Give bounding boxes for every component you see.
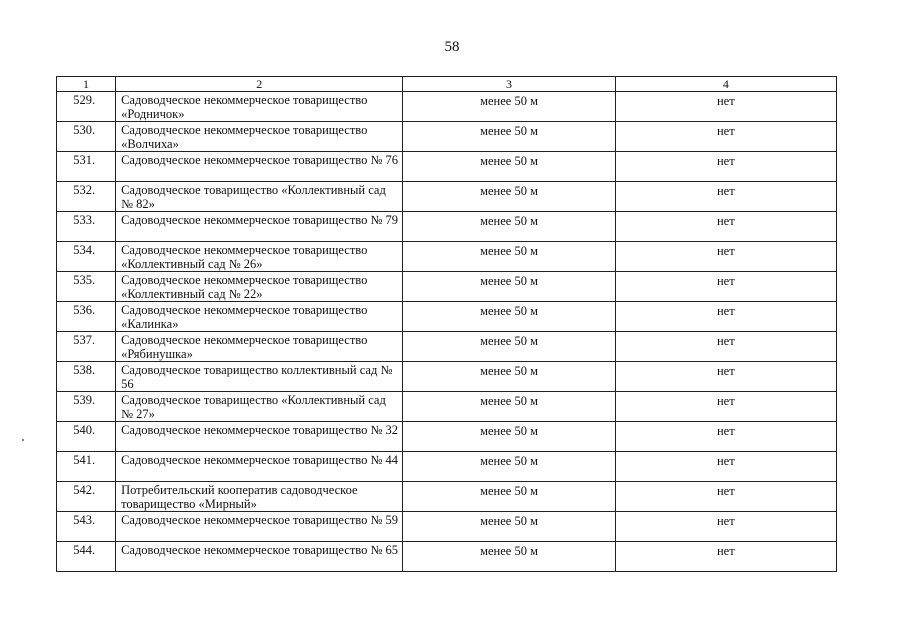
organization-name: Садоводческое некоммерческое товарищество «Коллективный сад № 26»: [116, 242, 403, 272]
row-number: 544.: [57, 542, 116, 572]
flag-value: нет: [615, 152, 836, 182]
distance-value: менее 50 м: [403, 152, 615, 182]
organization-name: Садоводческое некоммерческое товарищество № 65: [116, 542, 403, 572]
row-number: 538.: [57, 362, 116, 392]
flag-value: нет: [615, 122, 836, 152]
flag-value: нет: [615, 92, 836, 122]
distance-value: менее 50 м: [403, 332, 615, 362]
table-row: [57, 392, 837, 422]
row-number: 531.: [57, 152, 116, 182]
column-header-2: 2: [116, 77, 403, 92]
row-number: 536.: [57, 302, 116, 332]
flag-value: нет: [615, 182, 836, 212]
distance-value: менее 50 м: [403, 92, 615, 122]
row-number: 534.: [57, 242, 116, 272]
flag-value: нет: [615, 542, 836, 572]
distance-value: менее 50 м: [403, 452, 615, 482]
flag-value: нет: [615, 212, 836, 242]
flag-value: нет: [615, 272, 836, 302]
organization-name: Садоводческое товарищество «Коллективный сад № 27»: [116, 392, 403, 422]
flag-value: нет: [615, 332, 836, 362]
row-number: 540.: [57, 422, 116, 452]
flag-value: нет: [615, 422, 836, 452]
table-row: [57, 302, 837, 332]
column-header-4: 4: [615, 77, 836, 92]
flag-value: нет: [615, 302, 836, 332]
flag-value: нет: [615, 482, 836, 512]
table-row: [57, 422, 837, 452]
organization-name: Садоводческое некоммерческое товарищество «Коллективный сад № 22»: [116, 272, 403, 302]
table-row: [57, 182, 837, 212]
flag-value: нет: [615, 362, 836, 392]
row-number: 535.: [57, 272, 116, 302]
row-number: 533.: [57, 212, 116, 242]
organization-name: Садоводческое товарищество «Коллективный сад № 82»: [116, 182, 403, 212]
distance-value: менее 50 м: [403, 542, 615, 572]
distance-value: менее 50 м: [403, 272, 615, 302]
table-row: [57, 92, 837, 122]
table-header-row: [57, 77, 837, 92]
table-row: [57, 242, 837, 272]
table-row: [57, 152, 837, 182]
organization-name: Садоводческое некоммерческое товарищество № 32: [116, 422, 403, 452]
column-header-3: 3: [403, 77, 615, 92]
row-number: 541.: [57, 452, 116, 482]
scan-speck: [22, 439, 24, 441]
row-number: 539.: [57, 392, 116, 422]
table-row: [57, 542, 837, 572]
organization-name: Садоводческое некоммерческое товарищество «Волчиха»: [116, 122, 403, 152]
row-number: 529.: [57, 92, 116, 122]
row-number: 530.: [57, 122, 116, 152]
row-number: 532.: [57, 182, 116, 212]
distance-value: менее 50 м: [403, 242, 615, 272]
table-body: [57, 92, 837, 572]
organization-name: Садоводческое некоммерческое товарищество «Калинка»: [116, 302, 403, 332]
table-row: [57, 272, 837, 302]
organization-name: Садоводческое некоммерческое товарищество «Рябинушка»: [116, 332, 403, 362]
row-number: 543.: [57, 512, 116, 542]
organization-name: Садоводческое некоммерческое товарищество № 59: [116, 512, 403, 542]
organization-name: Садоводческое товарищество коллективный сад № 56: [116, 362, 403, 392]
distance-value: менее 50 м: [403, 122, 615, 152]
organization-name: Садоводческое некоммерческое товарищество № 79: [116, 212, 403, 242]
table-row: [57, 452, 837, 482]
distance-value: менее 50 м: [403, 512, 615, 542]
organization-name: Садоводческое некоммерческое товарищество № 44: [116, 452, 403, 482]
flag-value: нет: [615, 392, 836, 422]
row-number: 537.: [57, 332, 116, 362]
organization-name: Садоводческое некоммерческое товарищество «Родничок»: [116, 92, 403, 122]
organization-name: Потребительский кооператив садоводческое товарищество «Мирный»: [116, 482, 403, 512]
table-row: [57, 212, 837, 242]
column-header-1: 1: [57, 77, 116, 92]
flag-value: нет: [615, 452, 836, 482]
table-row: [57, 482, 837, 512]
organization-name: Садоводческое некоммерческое товарищество № 76: [116, 152, 403, 182]
distance-value: менее 50 м: [403, 302, 615, 332]
flag-value: нет: [615, 242, 836, 272]
distance-value: менее 50 м: [403, 212, 615, 242]
flag-value: нет: [615, 512, 836, 542]
table-row: [57, 362, 837, 392]
distance-value: менее 50 м: [403, 182, 615, 212]
distance-value: менее 50 м: [403, 362, 615, 392]
table-row: [57, 332, 837, 362]
row-number: 542.: [57, 482, 116, 512]
table-row: [57, 512, 837, 542]
document-table: [56, 76, 837, 572]
page-number: 58: [444, 39, 460, 55]
distance-value: менее 50 м: [403, 392, 615, 422]
distance-value: менее 50 м: [403, 482, 615, 512]
distance-value: менее 50 м: [403, 422, 615, 452]
table-row: [57, 122, 837, 152]
table-header: [57, 77, 837, 92]
